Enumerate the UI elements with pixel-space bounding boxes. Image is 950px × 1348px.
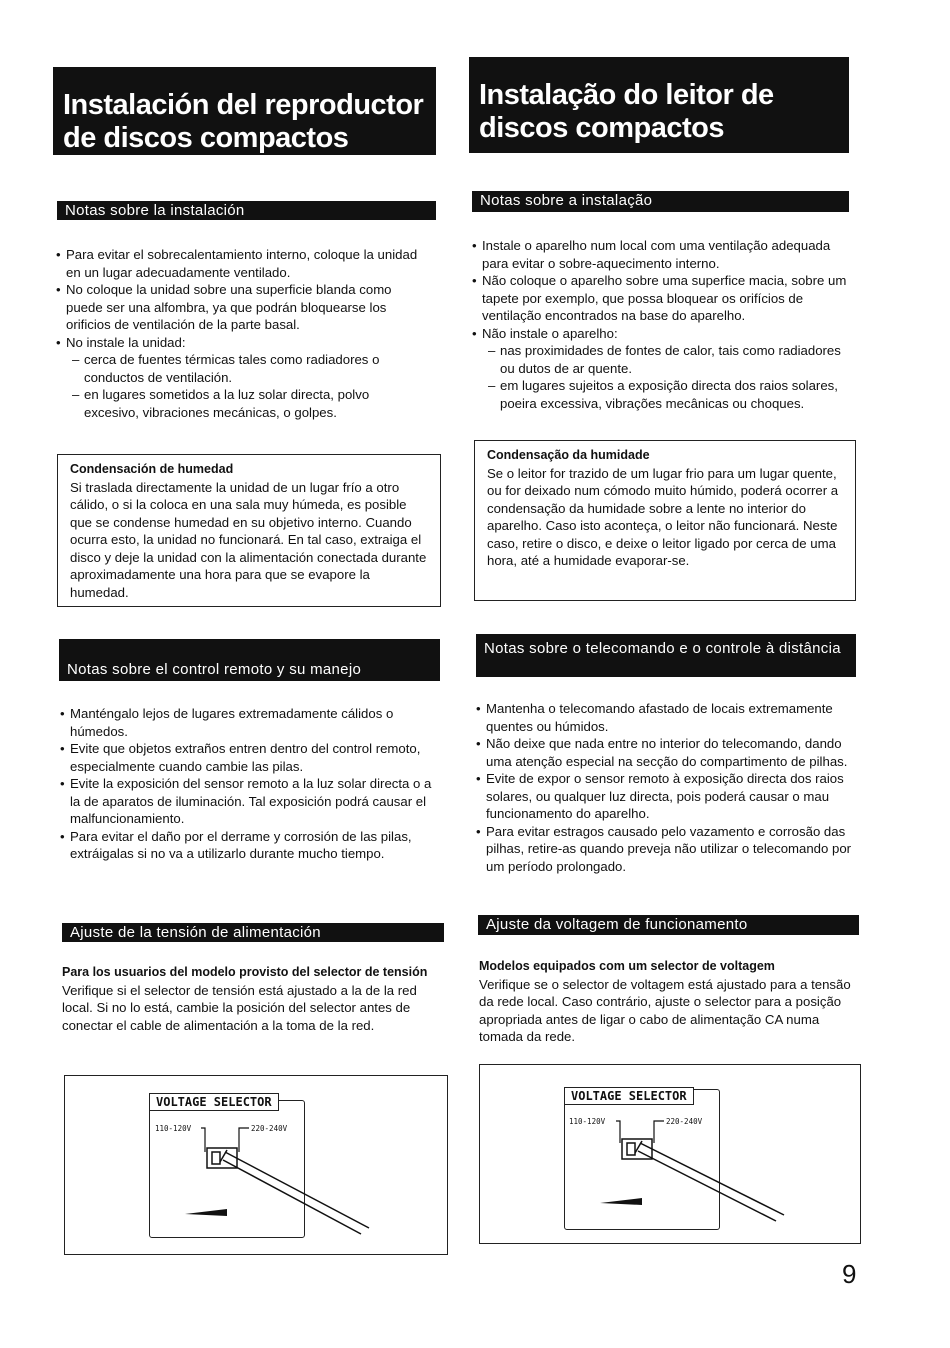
list-item: • Evite de expor o sensor remoto à exposição directa dos raios solares, ou qualquer luz directa, pois poderá causar o mau funcionamento do aparelho. bbox=[478, 770, 856, 823]
list-item: • No coloque la unidad sobre una superficie blanda como puede ser una alfombra, ya que podrán bloquearse los orificios de ventilación de la parte basal. bbox=[58, 281, 423, 334]
voltage-selector-label: VOLTAGE SELECTOR bbox=[149, 1093, 279, 1111]
pt-page-title: Instalação do leitor de discos compactos bbox=[469, 57, 849, 153]
list-item: • No instale la unidad: – cerca de fuentes térmicas tales como radiadores o conductos de ventilación. – en lugares sometidos a la luz solar directa, polvo excesivo, vibraciones mecánicas, o golpes. bbox=[58, 334, 423, 422]
right-voltage-label: 220-240V bbox=[251, 1124, 288, 1133]
list-item: • Não deixe que nada entre no interior do telecomando, dando uma atenção especial na secção do compartimento de pilhas. bbox=[478, 735, 856, 770]
list-item: • Evite la exposición del sensor remoto a la luz solar directa o a la de aparatos de iluminación. Tal exposición podrá causar el malfuncionamiento. bbox=[62, 775, 437, 828]
pt-condensation-text: Se o leitor for trazido de um lugar frio para um lugar quente, ou for deixado num cómodo muito húmido, poderá ocorrer a condensação da humidade sobre a lente no interior do aparelho. Caso isto aconteça, o leitor não funcionará. Neste caso, retire o disco, e deixe o leitor ligado por cerca de uma hora, até a humidade evaporar-se. bbox=[487, 465, 839, 568]
sub-list-item: – cerca de fuentes térmicas tales como radiadores o conductos de ventilación. bbox=[66, 351, 423, 386]
pt-remote-list bbox=[478, 700, 856, 875]
list-item: • Para evitar estragos causado pelo vazamento e corrosão das pilhas, retire-as quando preveja não utilizar o telecomando por um período prolongado. bbox=[478, 823, 856, 876]
es-voltage-text: Verifique si el selector de tensión está ajustado a la de la red local. Si no lo está, cambie la posición del selector antes de conectar el cable de alimentación a la toma de la red. bbox=[62, 982, 417, 1033]
pt-condensation-heading: Condensação da humidade bbox=[487, 448, 650, 462]
left-voltage-label: 110-120V bbox=[569, 1117, 606, 1126]
pt-condensation-box bbox=[474, 440, 856, 601]
list-item: • Para evitar el sobrecalentamiento interno, coloque la unidad en un lugar adecuadamente ventilado. bbox=[58, 246, 423, 281]
list-item: • Não instale o aparelho: – nas proximidades de fontes de calor, tais como radiadores ou dutos de ar quente. – em lugares sujeitos a exposição directa dos raios solares, poeira excessiva, vibrações mecânicas ou choques. bbox=[474, 325, 854, 413]
left-voltage-label: 110-120V bbox=[155, 1124, 192, 1133]
pt-notes-install-list bbox=[474, 237, 854, 412]
pt-voltage-text: Verifique se o selector de voltagem está ajustado para a tensão da rede local. Caso contrário, ajuste o selector para a posição apropriada antes de ligar o cabo de alimentação CA numa tomada da rede. bbox=[479, 976, 851, 1044]
es-voltage-section bbox=[62, 964, 444, 1034]
es-condensation-text: Si traslada directamente la unidad de un lugar frío a otro cálido, o si la coloca en una sala muy húmeda, es posible que se condense humedad en su objetivo interno. Cuando ocurra esto, la unidad no funcionará. En tal caso, extraiga el disco y deje la unidad con la alimentación conectada durante aproximadamente una hora para que se evapore la humedad. bbox=[70, 479, 427, 600]
es-condensation-heading: Condensación de humedad bbox=[70, 462, 234, 476]
es-remote-heading: Notas sobre el control remoto y su manejo bbox=[59, 639, 440, 681]
es-voltage-heading: Ajuste de la tensión de alimentación bbox=[62, 923, 444, 942]
es-notes-install-heading: Notas sobre la instalación bbox=[57, 201, 436, 220]
es-page-title: Instalación del reproductor de discos compactos bbox=[53, 67, 436, 155]
pt-voltage-heading: Ajuste da voltagem de funcionamento bbox=[478, 915, 859, 935]
es-notes-install-list bbox=[58, 246, 423, 421]
list-item: • Para evitar el daño por el derrame y corrosión de las pilas, extráigalas si no va a utilizarlo durante mucho tiempo. bbox=[62, 828, 437, 863]
selector-switch-illustration bbox=[65, 1076, 449, 1256]
es-condensation-box bbox=[57, 454, 441, 607]
list-item: • Instale o aparelho num local com uma ventilação adequada para evitar o sobre-aquecimento interno. bbox=[474, 237, 854, 272]
pt-voltage-section bbox=[479, 958, 855, 1046]
es-remote-list bbox=[62, 705, 437, 863]
page-number: 9 bbox=[842, 1259, 857, 1289]
pt-voltage-subheading: Modelos equipados com um selector de voltagem bbox=[479, 959, 775, 973]
pt-notes-install-heading: Notas sobre a instalação bbox=[472, 191, 849, 212]
list-item: • Evite que objetos extraños entren dentro del control remoto, especialmente cuando cambie las pilas. bbox=[62, 740, 437, 775]
pt-remote-heading: Notas sobre o telecomando e o controle à distância bbox=[476, 634, 856, 677]
list-item: • Não coloque o aparelho sobre uma superfice macia, sobre um tapete por exemplo, que possa bloquear os orifícios de ventilação encontrados na base do aparelho. bbox=[474, 272, 854, 325]
list-item: • Manténgalo lejos de lugares extremadamente cálidos o húmedos. bbox=[62, 705, 437, 740]
list-item: • Mantenha o telecomando afastado de locais extremamente quentes ou húmidos. bbox=[478, 700, 856, 735]
selector-switch-illustration bbox=[480, 1065, 862, 1245]
es-voltage-subheading: Para los usuarios del modelo provisto del selector de tensión bbox=[62, 965, 428, 979]
sub-list-item: – en lugares sometidos a la luz solar directa, polvo excesivo, vibraciones mecánicas, o golpes. bbox=[66, 386, 423, 421]
sub-list-item: – nas proximidades de fontes de calor, tais como radiadores ou dutos de ar quente. bbox=[482, 342, 854, 377]
es-voltage-selector-diagram bbox=[64, 1075, 448, 1255]
pt-voltage-selector-diagram bbox=[479, 1064, 861, 1244]
sub-list-item: – em lugares sujeitos a exposição directa dos raios solares, poeira excessiva, vibrações mecânicas ou choques. bbox=[482, 377, 854, 412]
voltage-selector-label: VOLTAGE SELECTOR bbox=[564, 1087, 694, 1105]
right-voltage-label: 220-240V bbox=[666, 1117, 703, 1126]
